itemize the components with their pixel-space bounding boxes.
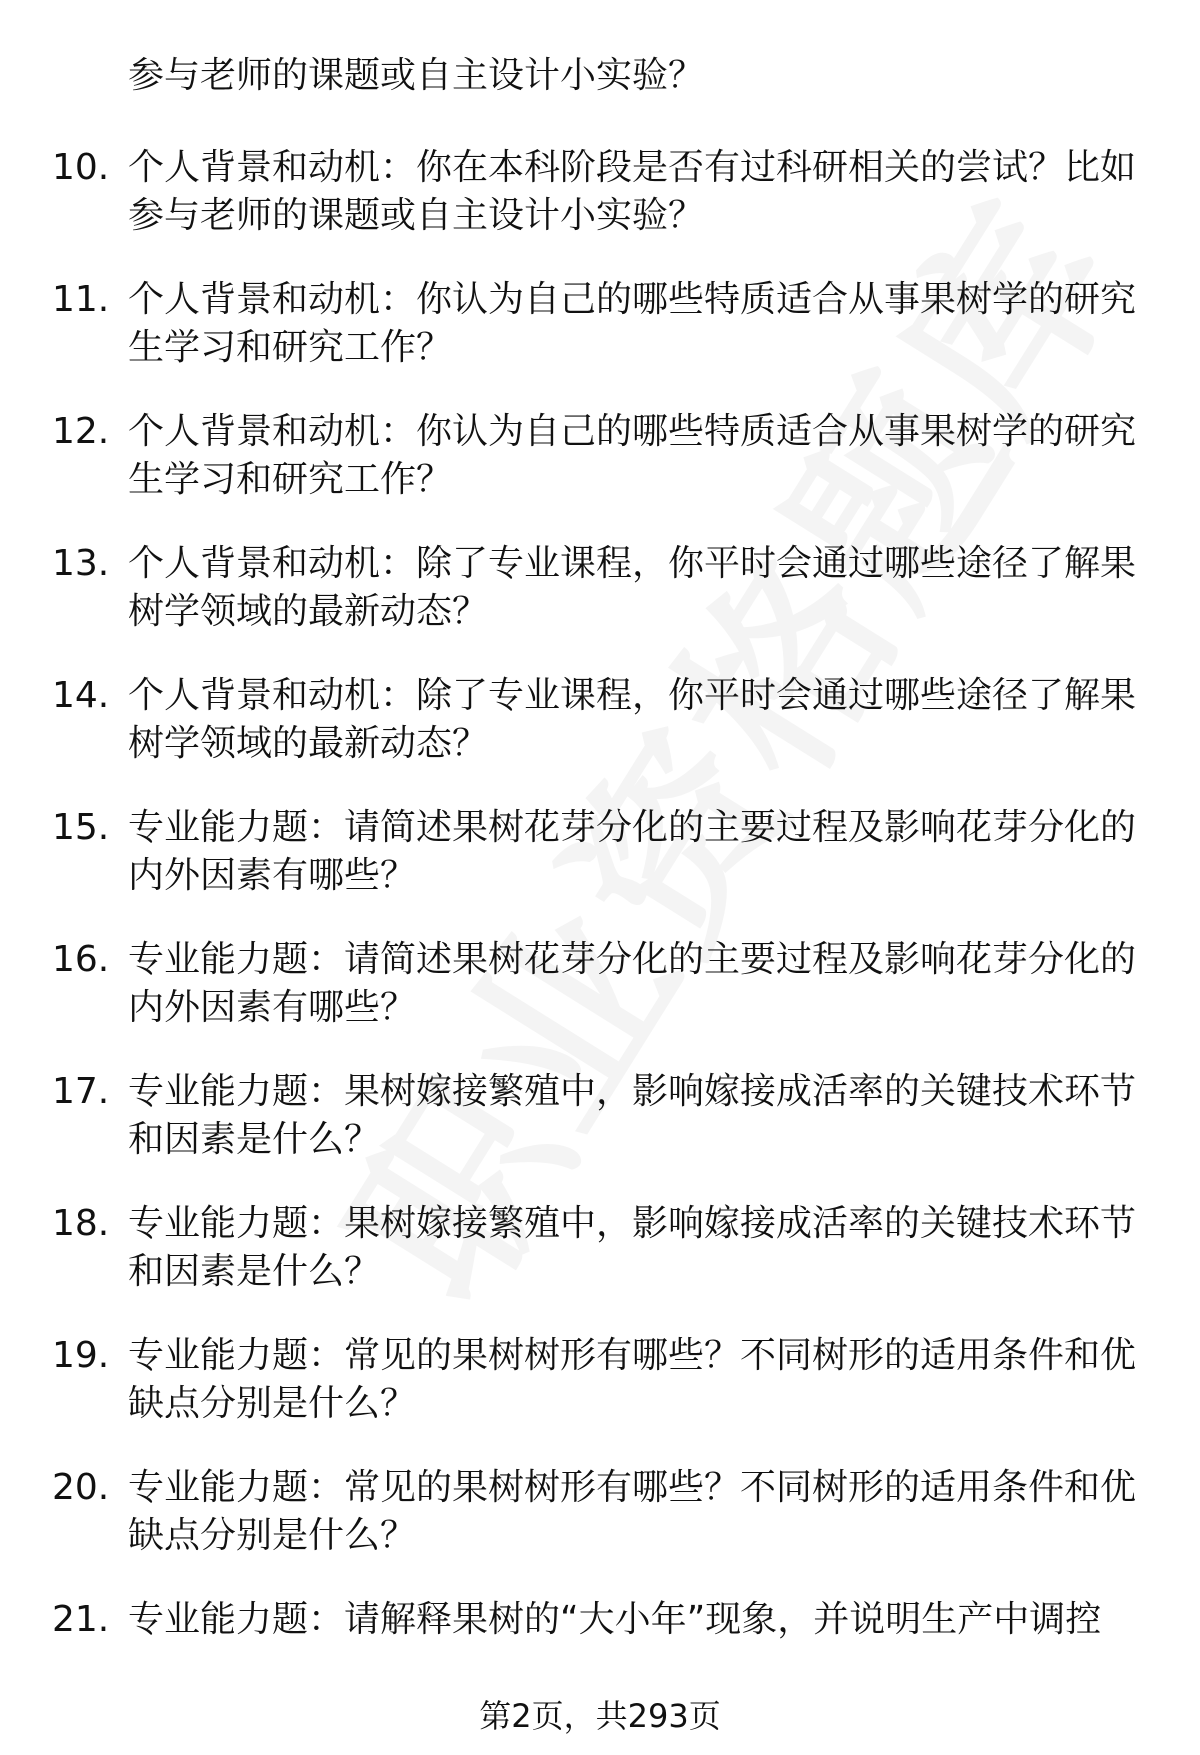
continued-question-text: 参与老师的课题或自主设计小实验？ xyxy=(128,55,705,96)
question-number: 10. xyxy=(52,147,110,188)
question-number: 13. xyxy=(52,543,110,584)
question-number: 21. xyxy=(52,1599,110,1640)
question-item xyxy=(0,1316,1200,1448)
question-number: 12. xyxy=(52,411,110,452)
question-text: 专业能力题：常见的果树树形有哪些？不同树形的适用条件和优缺点分别是什么？ xyxy=(128,1467,1137,1556)
question-number: 15. xyxy=(52,807,110,848)
question-item xyxy=(0,128,1200,260)
question-text: 专业能力题：果树嫁接繁殖中，影响嫁接成活率的关键技术环节和因素是什么？ xyxy=(128,1071,1137,1160)
question-item xyxy=(0,260,1200,392)
question-item xyxy=(0,1448,1200,1580)
question-item xyxy=(0,656,1200,788)
question-number: 14. xyxy=(52,675,110,716)
question-item xyxy=(0,392,1200,524)
question-text: 个人背景和动机：除了专业课程，你平时会通过哪些途径了解果树学领域的最新动态？ xyxy=(128,675,1137,764)
question-text: 个人背景和动机：你认为自己的哪些特质适合从事果树学的研究生学习和研究工作？ xyxy=(128,411,1137,500)
question-item xyxy=(0,524,1200,656)
question-text: 专业能力题：请解释果树的“大小年”现象，并说明生产中调控 xyxy=(128,1599,1102,1640)
question-number: 18. xyxy=(52,1203,110,1244)
question-text: 专业能力题：请简述果树花芽分化的主要过程及影响花芽分化的内外因素有哪些？ xyxy=(128,939,1137,1028)
question-text: 个人背景和动机：你在本科阶段是否有过科研相关的尝试？比如参与老师的课题或自主设计小实验？ xyxy=(128,147,1137,236)
question-number: 17. xyxy=(52,1071,110,1112)
question-number: 19. xyxy=(52,1335,110,1376)
question-number: 16. xyxy=(52,939,110,980)
question-text: 个人背景和动机：你认为自己的哪些特质适合从事果树学的研究生学习和研究工作？ xyxy=(128,279,1137,368)
question-item xyxy=(0,1184,1200,1316)
question-text: 个人背景和动机：除了专业课程，你平时会通过哪些途径了解果树学领域的最新动态？ xyxy=(128,543,1137,632)
question-text: 专业能力题：果树嫁接繁殖中，影响嫁接成活率的关键技术环节和因素是什么？ xyxy=(128,1203,1137,1292)
question-number: 20. xyxy=(52,1467,110,1508)
question-item xyxy=(0,1052,1200,1184)
question-text: 专业能力题：常见的果树树形有哪些？不同树形的适用条件和优缺点分别是什么？ xyxy=(128,1335,1137,1424)
question-item xyxy=(0,788,1200,920)
question-item xyxy=(0,1580,1200,1712)
question-list xyxy=(0,128,1200,1712)
question-number: 11. xyxy=(52,279,110,320)
question-text: 专业能力题：请简述果树花芽分化的主要过程及影响花芽分化的内外因素有哪些？ xyxy=(128,807,1137,896)
page-footer: 第2页，共293页 xyxy=(479,1697,721,1735)
question-item xyxy=(0,920,1200,1052)
